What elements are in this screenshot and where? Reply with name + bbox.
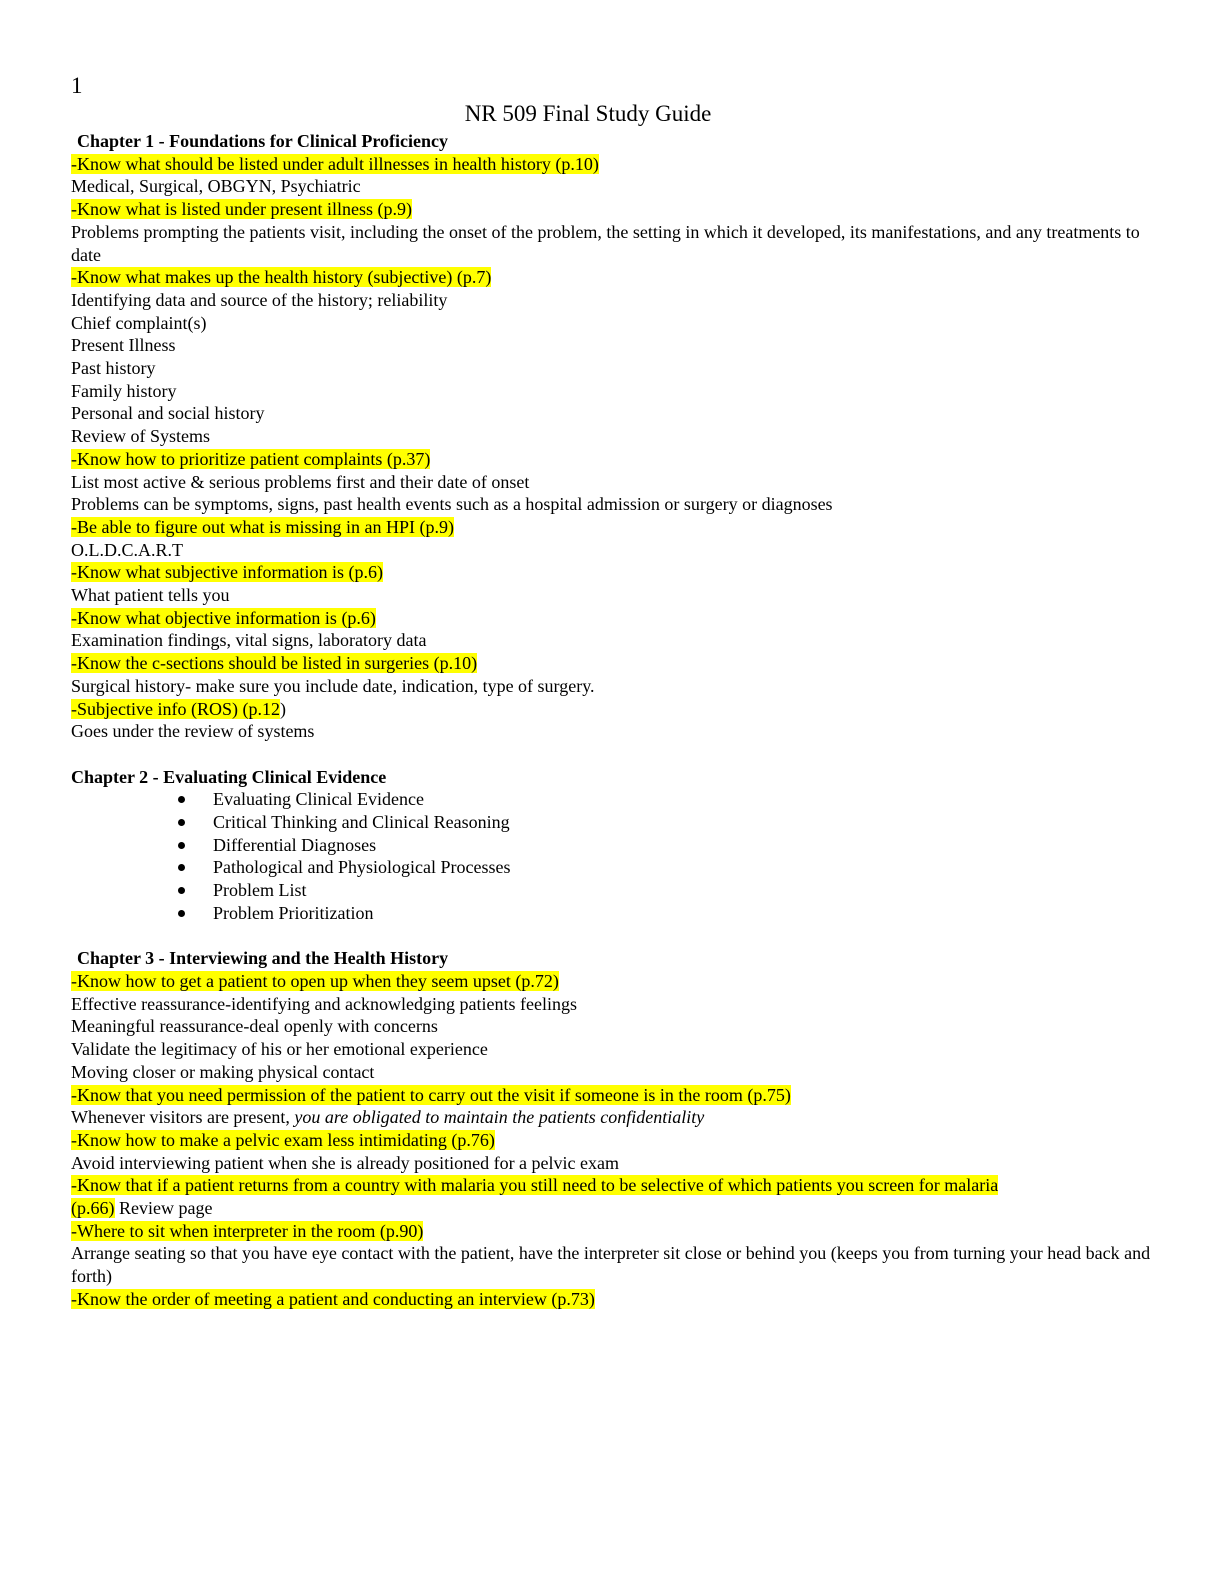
answer-health-history-item: Family history [71, 380, 177, 401]
answer-prioritize-complaints: Problems can be symptoms, signs, past health events such as a hospital admission or surgery or diagnoses [71, 494, 833, 515]
answer-subjective-info: What patient tells you [71, 585, 230, 606]
page-number: 1 [71, 73, 83, 98]
answer-c-sections: Surgical history- make sure you include date, indication, type of surgery. [71, 675, 595, 696]
question-patient-upset: -Know how to get a patient to open up when they seem upset (p.72) [71, 970, 559, 991]
answer-confidentiality-italic: you are obligated to maintain the patients confidentiality [294, 1107, 705, 1128]
question-prioritize-complaints: -Know how to prioritize patient complaints (p.37) [71, 448, 431, 469]
answer-health-history-item: Chief complaint(s) [71, 312, 207, 333]
answer-health-history-item: Personal and social history [71, 403, 265, 424]
bullet-icon [178, 864, 185, 871]
question-subjective-ros-tail: ) [279, 698, 286, 719]
list-item: Pathological and Physiological Processes [71, 856, 1151, 879]
answer-health-history-item: Past history [71, 358, 156, 379]
chapter-1-heading: Chapter 1 - Foundations for Clinical Proficiency [77, 131, 448, 151]
question-objective-info: -Know what objective information is (p.6) [71, 607, 376, 628]
answer-patient-upset: Meaningful reassurance-deal openly with concerns [71, 1016, 438, 1037]
bullet-icon [178, 910, 185, 917]
question-health-history: -Know what makes up the health history (subjective) (p.7) [71, 267, 492, 288]
bullet-icon [178, 842, 185, 849]
document-title: NR 509 Final Study Guide [464, 101, 712, 126]
bullet-icon [178, 887, 185, 894]
list-item: Problem Prioritization [71, 902, 1151, 925]
answer-health-history-item: Review of Systems [71, 426, 210, 447]
question-c-sections: -Know the c-sections should be listed in surgeries (p.10) [71, 653, 478, 674]
question-interpreter-seating: -Where to sit when interpreter in the room (p.90) [71, 1220, 424, 1241]
answer-interpreter-seating: Arrange seating so that you have eye contact with the patient, have the interpreter sit close or behind you (keeps you from turning your head back and forth) [71, 1243, 1151, 1287]
answer-objective-info: Examination findings, vital signs, laboratory data [71, 630, 427, 651]
chapter-2-heading: Chapter 2 - Evaluating Clinical Evidence [71, 766, 387, 787]
blank-line [71, 925, 1151, 948]
question-subjective-ros: -Subjective info (ROS) (p.12 [71, 698, 280, 719]
question-malaria: -Know that if a patient returns from a country with malaria you still need to be selective of which patients you screen for malaria [71, 1175, 999, 1196]
question-interview-order: -Know the order of meeting a patient and conducting an interview (p.73) [71, 1288, 595, 1309]
chapter-2-bullet-list [71, 788, 1151, 924]
answer-health-history-item: Present Illness [71, 335, 176, 356]
document-body [71, 130, 1151, 1311]
answer-health-history-item: Identifying data and source of the history; reliability [71, 289, 448, 310]
question-adult-illnesses: -Know what should be listed under adult illnesses in health history (p.10) [71, 153, 599, 174]
question-present-illness: -Know what is listed under present illness (p.9) [71, 199, 412, 220]
question-malaria-page: (p.66) [71, 1198, 115, 1219]
answer-pelvic-exam: Avoid interviewing patient when she is already positioned for a pelvic exam [71, 1152, 620, 1173]
question-pelvic-exam: -Know how to make a pelvic exam less intimidating (p.76) [71, 1129, 495, 1150]
answer-prioritize-complaints: List most active & serious problems first and their date of onset [71, 471, 530, 492]
answer-adult-illnesses: Medical, Surgical, OBGYN, Psychiatric [71, 176, 361, 197]
list-item: Differential Diagnoses [71, 834, 1151, 857]
question-malaria-note: Review page [114, 1198, 213, 1219]
chapter-3-heading: Chapter 3 - Interviewing and the Health History [77, 948, 449, 969]
answer-permission-visitor: Whenever visitors are present, you are obligated to maintain the patients confidentiality [71, 1107, 705, 1128]
bullet-icon [178, 796, 185, 803]
question-permission-visitor: -Know that you need permission of the patient to carry out the visit if someone is in the room (p.75) [71, 1084, 791, 1105]
answer-patient-upset: Validate the legitimacy of his or her emotional experience [71, 1039, 488, 1060]
answer-hpi-missing: O.L.D.C.A.R.T [71, 539, 183, 560]
answer-present-illness: Problems prompting the patients visit, including the onset of the problem, the setting in which it developed, its manifestations, and any treatments to date [71, 221, 1140, 265]
list-item: Problem List [71, 879, 1151, 902]
list-item: Evaluating Clinical Evidence [71, 788, 1151, 811]
question-subjective-info: -Know what subjective information is (p.6) [71, 562, 383, 583]
list-item: Critical Thinking and Clinical Reasoning [71, 811, 1151, 834]
answer-subjective-ros: Goes under the review of systems [71, 721, 315, 742]
bullet-icon [178, 819, 185, 826]
question-hpi-missing: -Be able to figure out what is missing in an HPI (p.9) [71, 516, 454, 537]
answer-patient-upset: Effective reassurance-identifying and acknowledging patients feelings [71, 993, 577, 1014]
blank-line [71, 743, 1151, 766]
answer-patient-upset: Moving closer or making physical contact [71, 1061, 375, 1082]
